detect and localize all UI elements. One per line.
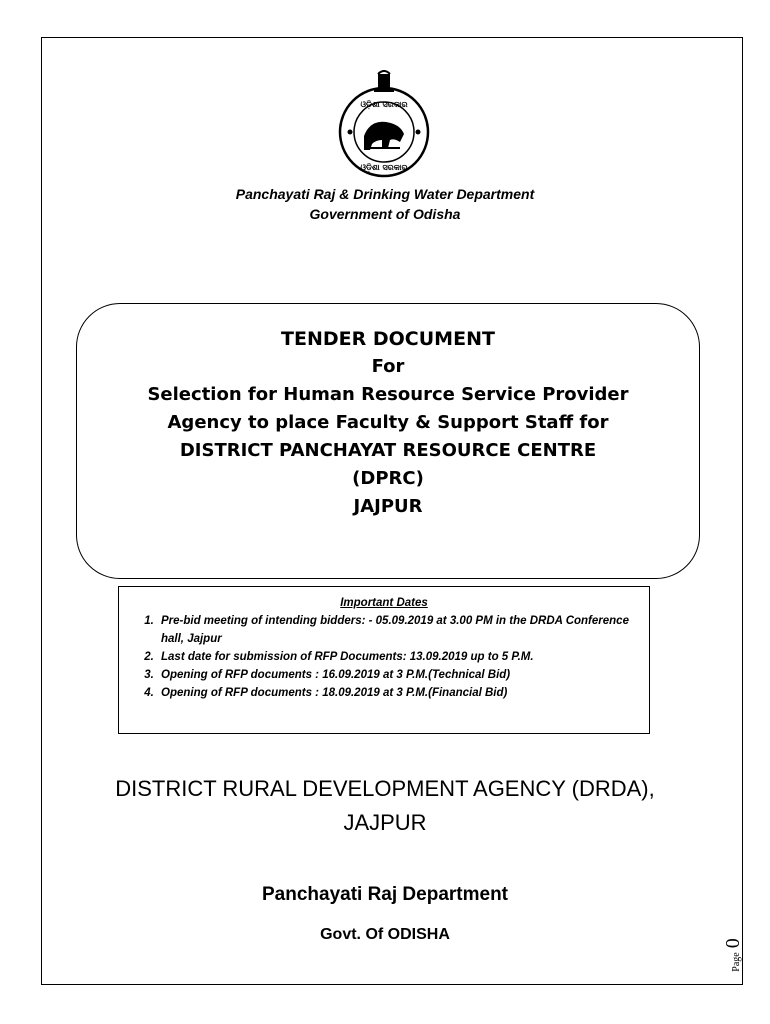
emblem-text: ଓଡ଼ିଶା ସରକାର [360,163,408,172]
tender-subject-line-2: Agency to place Faculty & Support Staff for [167,412,609,433]
agency-location: JAJPUR [343,810,427,835]
tender-location: JAJPUR [353,496,423,517]
important-dates-heading: Important Dates [340,597,428,609]
tender-subject-line-4: (DPRC) [352,468,424,489]
odisha-emblem-seal [328,70,440,182]
tender-title: TENDER DOCUMENT [281,328,495,350]
tender-subject-line-3: DISTRICT PANCHAYAT RESOURCE CENTRE [179,440,597,461]
date-item: 1. Pre-bid meeting of intending bidders: - 05.09.2019 at 3.00 PM in the DRDA Conference hall, Jajpur [157,612,649,648]
tender-title-box [76,303,700,579]
date-item: 3. Opening of RFP documents : 16.09.2019 at 3 P.M.(Technical Bid) [157,666,649,684]
tender-subject-line-1: Selection for Human Resource Service Provider [147,384,629,405]
important-dates-list [119,612,649,702]
government-name: Government of Odisha [309,206,461,222]
svg-text:ଓଡ଼ିଶା ସରକାର: ଓଡ଼ିଶା ସରକାର [360,100,408,109]
page-number-marker [722,925,746,985]
agency-name: DISTRICT RURAL DEVELOPMENT AGENCY (DRDA), [115,776,655,801]
footer-department: Panchayati Raj Department [261,884,509,905]
page-number: 0 [722,938,744,949]
footer-government: Govt. Of ODISHA [320,926,450,943]
agency-title [0,772,770,840]
important-dates-box [118,586,650,734]
tender-for: For [371,356,405,377]
date-item: 2. Last date for submission of RFP Documents: 13.09.2019 up to 5 P.M. [157,648,649,666]
page-label: Page [731,952,742,972]
department-name: Panchayati Raj & Drinking Water Department [235,186,535,202]
date-item: 4. Opening of RFP documents : 18.09.2019 at 3 P.M.(Financial Bid) [157,684,649,702]
